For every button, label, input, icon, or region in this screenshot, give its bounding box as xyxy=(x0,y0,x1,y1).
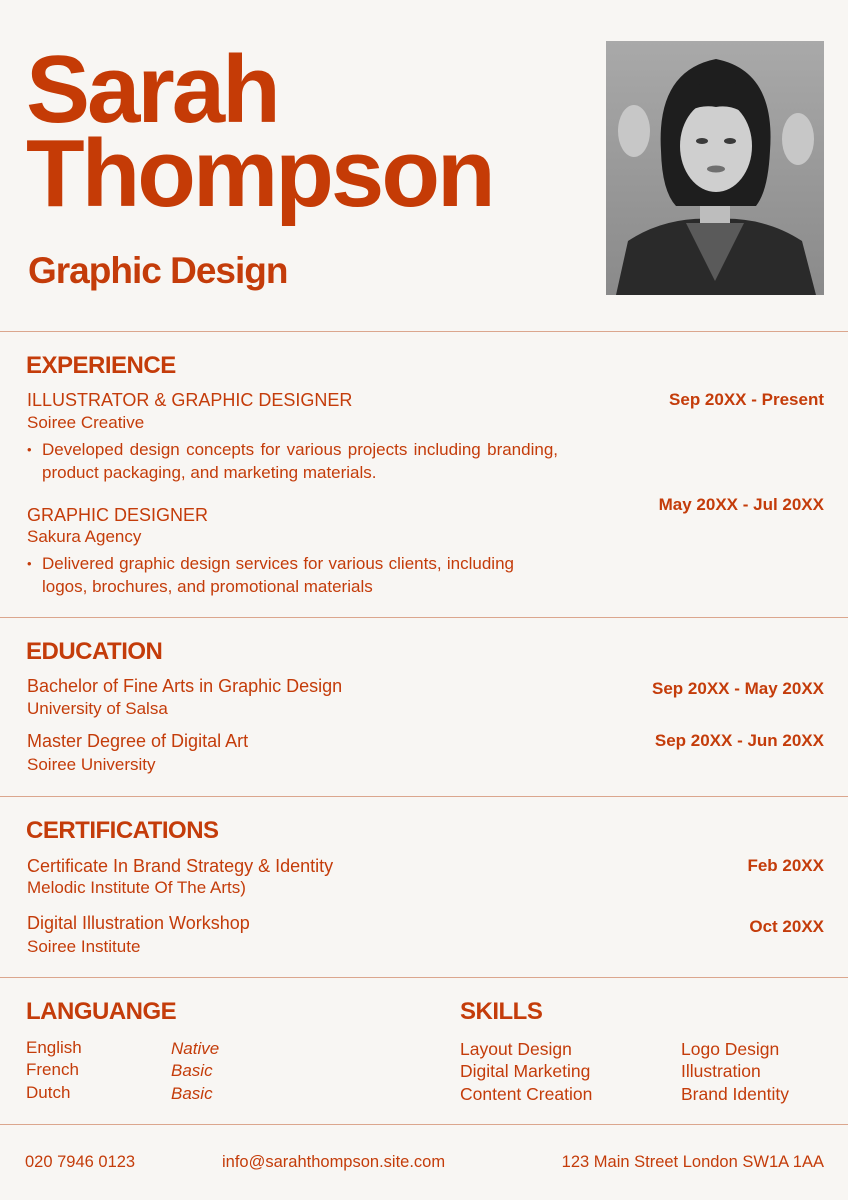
education-date: Sep 20XX - May 20XX xyxy=(652,679,824,698)
skill-item: Layout Design xyxy=(460,1039,572,1059)
school-name: University of Salsa xyxy=(27,699,168,718)
job-bullet: • Delivered graphic design services for various clients, including logos, brochures, and promotional materials xyxy=(27,553,514,598)
skill-item: Digital Marketing xyxy=(460,1061,591,1081)
skill-item: Brand Identity xyxy=(681,1084,789,1104)
skills-heading: SKILLS xyxy=(460,998,543,1025)
certificate-issuer: Melodic Institute Of The Arts) xyxy=(27,878,246,897)
divider xyxy=(0,1124,848,1125)
profile-photo xyxy=(606,41,824,295)
certificate-date: Oct 20XX xyxy=(749,917,824,936)
job-date: Sep 20XX - Present xyxy=(669,390,824,409)
job-title: GRAPHIC DESIGNER xyxy=(27,505,209,525)
language-name: Dutch xyxy=(26,1083,71,1102)
job-date: May 20XX - Jul 20XX xyxy=(658,495,824,514)
certificate-issuer: Soiree Institute xyxy=(27,937,141,956)
divider xyxy=(0,331,848,332)
education-date: Sep 20XX - Jun 20XX xyxy=(654,731,824,750)
last-name: Thompson xyxy=(26,120,493,227)
first-name: Sarah xyxy=(26,36,278,143)
job-title: ILLUSTRATOR & GRAPHIC DESIGNER xyxy=(27,390,353,410)
language-name: English xyxy=(26,1038,82,1057)
certificate-date: Feb 20XX xyxy=(747,856,824,875)
degree-title: Master Degree of Digital Art xyxy=(27,731,249,751)
certificate-name: Certificate In Brand Strategy & Identity xyxy=(27,856,334,876)
job-role: Graphic Design xyxy=(28,250,288,291)
skill-item: Logo Design xyxy=(681,1039,780,1059)
language-level: Native xyxy=(171,1039,220,1058)
street-address: 123 Main Street London SW1A 1AA xyxy=(561,1153,824,1171)
divider xyxy=(0,617,848,618)
skill-item: Illustration xyxy=(681,1061,761,1081)
divider xyxy=(0,977,848,978)
email-address: info@sarahthompson.site.com xyxy=(222,1153,446,1171)
divider xyxy=(0,796,848,797)
education-heading: EDUCATION xyxy=(26,638,163,665)
school-name: Soiree University xyxy=(27,755,156,774)
job-bullet: • Developed design concepts for various projects including branding, product packaging, and marketing materials. xyxy=(27,439,558,484)
language-level: Basic xyxy=(171,1061,213,1080)
phone-number: 020 7946 0123 xyxy=(25,1153,136,1171)
company-name: Sakura Agency xyxy=(27,527,142,546)
certificate-name: Digital Illustration Workshop xyxy=(27,913,250,933)
skill-item: Content Creation xyxy=(460,1084,593,1104)
language-level: Basic xyxy=(171,1084,213,1103)
language-heading: LANGUANGE xyxy=(26,998,177,1025)
certifications-heading: CERTIFICATIONS xyxy=(26,817,219,844)
company-name: Soiree Creative xyxy=(27,413,145,432)
language-name: French xyxy=(26,1060,79,1079)
experience-heading: EXPERIENCE xyxy=(26,352,176,379)
degree-title: Bachelor of Fine Arts in Graphic Design xyxy=(27,676,343,696)
